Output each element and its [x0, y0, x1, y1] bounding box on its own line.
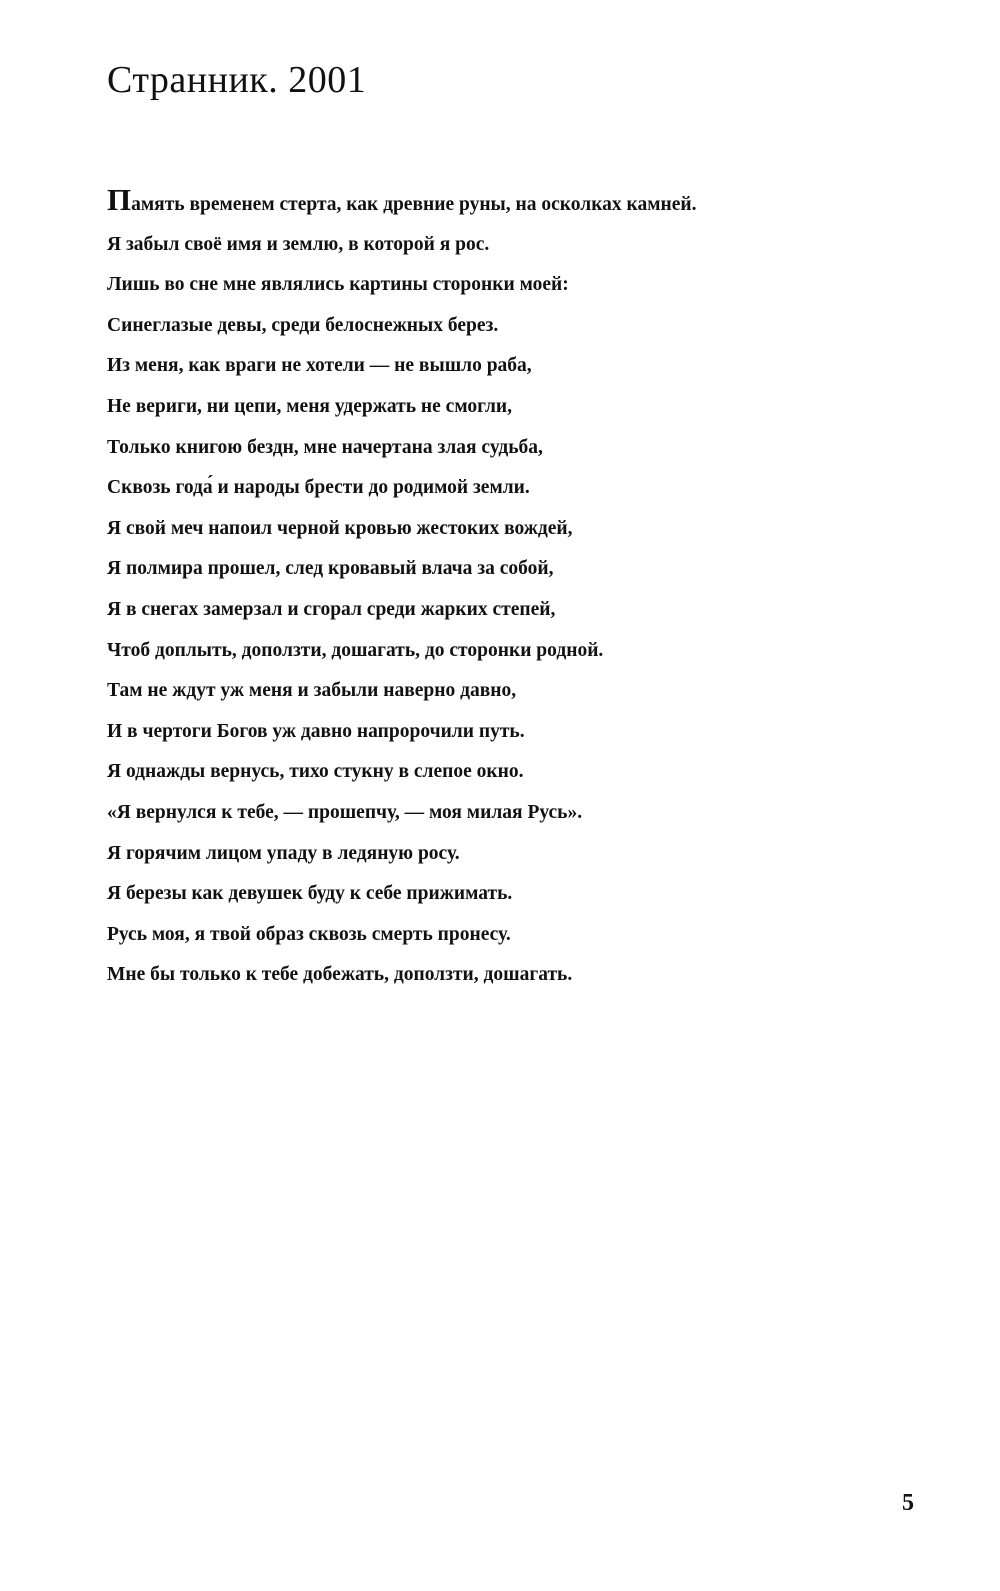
- poem-line: Я забыл своё имя и землю, в которой я рос.: [107, 233, 490, 255]
- poem-line: «Я вернулся к тебе, — прошепчу, — моя милая Русь».: [107, 801, 583, 823]
- poem-line: Из меня, как враги не хотели — не вышло раба,: [107, 355, 532, 377]
- poem-line: Там не ждут уж меня и забыли наверно давно,: [107, 680, 517, 702]
- poem-line: Я в снегах замерзал и сгорал среди жарких степей,: [107, 598, 556, 620]
- poem-line: Я полмира прошел, след кровавый влача за собой,: [107, 558, 554, 580]
- poem-line: Только книгою бездн, мне начертана злая судьба,: [107, 436, 543, 458]
- page-number: 5: [902, 1490, 914, 1516]
- poem-line: Синеглазые девы, среди белоснежных берез.: [107, 314, 499, 336]
- poem-title: Странник. 2001: [107, 59, 367, 101]
- poem-line: Чтоб доплыть, доползти, дошагать, до сторонки родной.: [107, 639, 604, 661]
- poem-line: Сквозь года́ и народы брести до родимой земли.: [107, 477, 530, 499]
- drop-cap: П: [107, 182, 132, 217]
- poem-line: [107, 184, 697, 225]
- poem-line: Я горячим лицом упаду в ледяную росу.: [107, 842, 460, 864]
- poem-line: Не вериги, ни цепи, меня удержать не смогли,: [107, 395, 513, 417]
- poem-body: [107, 184, 697, 996]
- poem-line: Я свой меч напоил черной кровью жестоких вождей,: [107, 517, 573, 539]
- poem-line: Русь моя, я твой образ сквозь смерть пронесу.: [107, 923, 511, 945]
- poem-line: Я березы как девушек буду к себе прижимать.: [107, 883, 513, 905]
- poem-line: Мне бы только к тебе добежать, доползти, дошагать.: [107, 964, 573, 986]
- poem-line: Лишь во сне мне являлись картины сторонки моей:: [107, 274, 569, 296]
- poem-line: Я однажды вернусь, тихо стукну в слепое окно.: [107, 761, 524, 783]
- poem-line-text: амять временем стерта, как древние руны, на осколках камней.: [131, 194, 697, 215]
- poem-line: И в чертоги Богов уж давно напророчили путь.: [107, 720, 525, 742]
